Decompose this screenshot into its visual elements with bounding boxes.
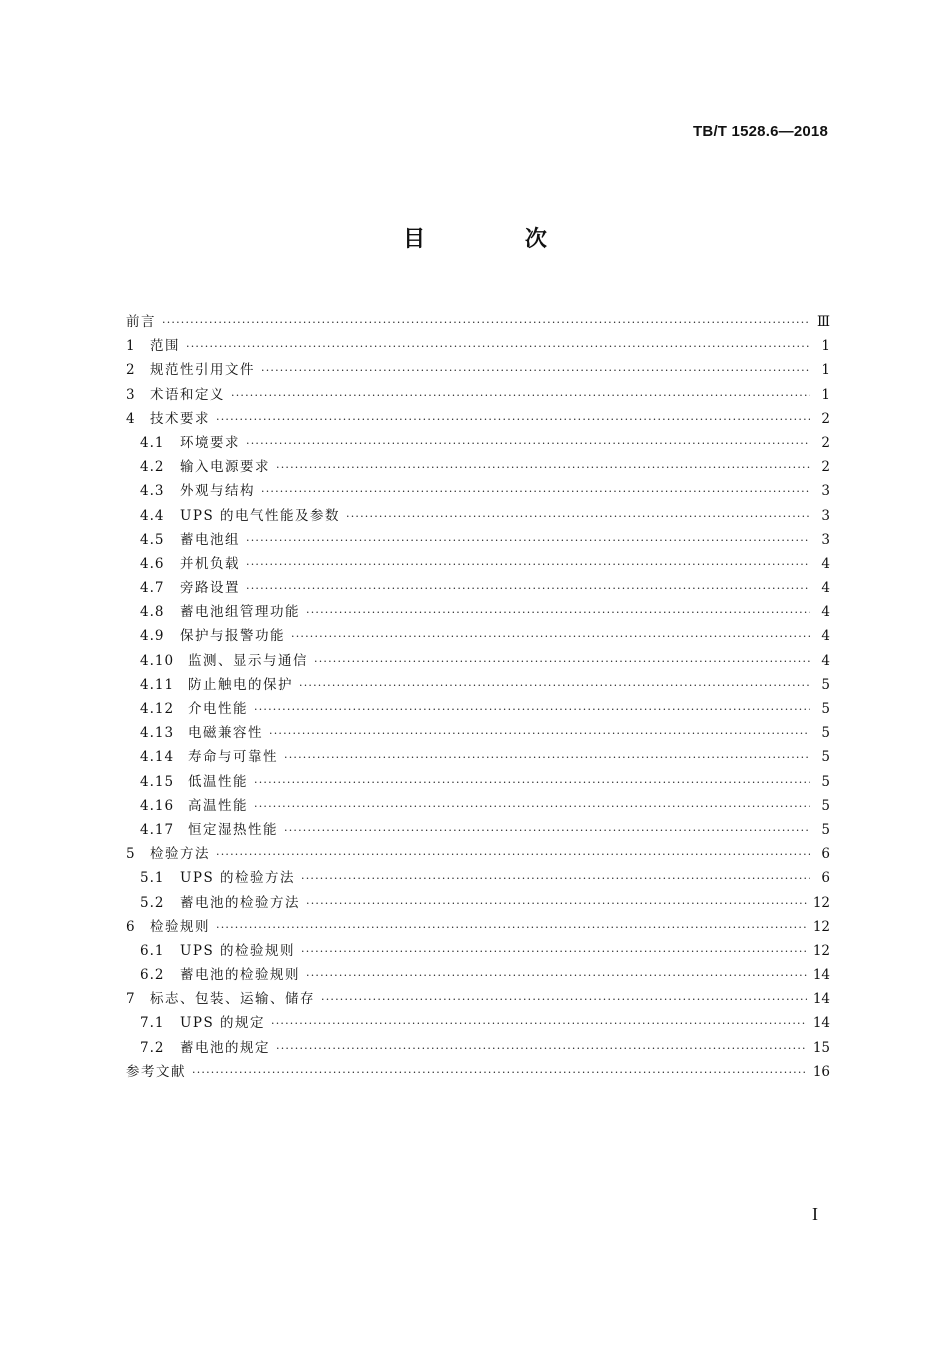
toc-entry[interactable]	[126, 1036, 830, 1060]
toc-entry-number: 4.3	[140, 483, 165, 500]
toc-entry-label: 介电性能	[188, 701, 248, 717]
toc-entry-page: 12	[812, 942, 830, 959]
toc-leader-dots	[216, 843, 810, 867]
toc-entry-label: UPS 的电气性能及参数	[180, 507, 341, 524]
toc-entry-page: 5	[821, 797, 830, 814]
toc-entry-label: 旁路设置	[180, 580, 240, 597]
toc-entry[interactable]	[126, 649, 830, 673]
toc-entry-page: 4	[821, 580, 830, 597]
toc-entry[interactable]	[126, 963, 830, 987]
toc-leader-dots	[276, 456, 810, 480]
toc-entry-label: 蓄电池的检验规则	[180, 967, 300, 984]
toc-entry-label: 监测、显示与通信	[188, 652, 308, 669]
toc-leader-dots	[254, 795, 810, 819]
toc-leader-dots	[254, 698, 810, 722]
toc-entry-label: 低温性能	[188, 773, 248, 790]
toc-entry-page: 2	[821, 459, 830, 476]
toc-leader-dots	[186, 335, 810, 359]
toc-entry[interactable]	[126, 383, 830, 407]
toc-entry-page: 6	[821, 870, 830, 887]
toc-entry-number: 6.1	[140, 942, 165, 959]
toc-entry-label: 恒定湿热性能	[188, 821, 278, 838]
toc-entry-page: 14	[812, 991, 830, 1008]
toc-entry[interactable]	[126, 310, 830, 334]
toc-entry[interactable]	[126, 939, 830, 963]
toc-leader-dots	[321, 988, 807, 1012]
toc-entry[interactable]	[126, 407, 830, 431]
toc-entry-number: 6	[126, 918, 136, 935]
toc-leader-dots	[299, 674, 810, 698]
toc-entry-label: 规范性引用文件	[150, 362, 255, 379]
toc-entry[interactable]	[126, 358, 830, 382]
toc-leader-dots	[269, 722, 810, 746]
toc-entry-label: 标志、包装、运输、储存	[150, 991, 315, 1008]
toc-entry-label: 蓄电池组	[180, 531, 240, 548]
toc-entry[interactable]	[126, 721, 830, 745]
toc-leader-dots	[314, 650, 810, 674]
toc-entry[interactable]	[126, 745, 830, 769]
toc-leader-dots	[246, 553, 810, 577]
toc-entry-number: 4.10	[140, 652, 175, 669]
toc-entry-number: 4.15	[140, 773, 175, 790]
toc-leader-dots	[284, 819, 810, 843]
toc-entry-number: 1	[126, 338, 136, 355]
toc-entry[interactable]	[126, 479, 830, 503]
toc-title: 目 次	[403, 227, 593, 252]
toc-entry-number: 5.2	[140, 894, 165, 911]
toc-entry-page: 4	[821, 652, 830, 669]
toc-entry[interactable]	[126, 794, 830, 818]
toc-entry-number: 7.2	[140, 1039, 165, 1056]
toc-entry-label: UPS 的检验规则	[180, 942, 296, 959]
toc-leader-dots	[306, 601, 810, 625]
toc-entry[interactable]	[126, 455, 830, 479]
toc-entry-page: 14	[812, 967, 830, 984]
toc-leader-dots	[246, 529, 810, 553]
toc-leader-dots	[271, 1012, 807, 1036]
toc-entry-page: 15	[812, 1039, 830, 1056]
toc-leader-dots	[301, 940, 807, 964]
toc-entry-number: 4	[126, 410, 136, 427]
toc-entry-page: 5	[821, 821, 830, 838]
toc-entry[interactable]	[126, 1060, 830, 1084]
toc-entry-page: 3	[821, 531, 830, 548]
toc-entry-number: 4.8	[140, 604, 165, 621]
toc-entry-page: 5	[821, 725, 830, 742]
toc-entry-number: 4.17	[140, 821, 175, 838]
toc-entry-page: 5	[821, 676, 830, 693]
toc-entry-label: 检验方法	[150, 846, 210, 863]
table-of-contents	[126, 310, 830, 1084]
toc-entry-label: 保护与报警功能	[180, 628, 285, 645]
toc-entry-page: 2	[821, 410, 830, 427]
toc-entry-page: 12	[812, 918, 830, 935]
toc-leader-dots	[276, 1037, 807, 1061]
toc-entry[interactable]	[126, 624, 830, 648]
toc-entry-page: 1	[821, 338, 830, 355]
toc-entry-number: 4.14	[140, 749, 175, 766]
toc-entry-label: 前言	[126, 314, 156, 330]
toc-entry[interactable]	[126, 1011, 830, 1035]
toc-leader-dots	[346, 505, 810, 529]
toc-leader-dots	[291, 625, 810, 649]
toc-entry[interactable]	[126, 600, 830, 624]
toc-entry-page: 5	[821, 749, 830, 766]
toc-entry-label: 术语和定义	[150, 386, 225, 403]
toc-entry-label: 检验规则	[150, 918, 210, 935]
toc-entry-page: 3	[821, 483, 830, 500]
toc-entry-page: 5	[821, 701, 830, 717]
toc-entry-number: 4.9	[140, 628, 165, 645]
toc-entry[interactable]	[126, 528, 830, 552]
toc-entry-label: 高温性能	[188, 797, 248, 814]
toc-entry[interactable]	[126, 334, 830, 358]
toc-entry-label: 蓄电池的规定	[180, 1039, 270, 1056]
toc-entry-number: 4.1	[140, 434, 165, 451]
toc-entry[interactable]	[126, 987, 830, 1011]
toc-leader-dots	[254, 771, 810, 795]
toc-entry[interactable]	[126, 576, 830, 600]
toc-entry-page: 2	[821, 434, 830, 451]
toc-entry-page: 6	[821, 846, 830, 863]
toc-entry-label: 蓄电池组管理功能	[180, 604, 300, 621]
toc-entry-label: 输入电源要求	[180, 459, 270, 476]
toc-entry[interactable]	[126, 673, 830, 697]
toc-entry-number: 2	[126, 362, 136, 379]
toc-entry[interactable]	[126, 697, 830, 721]
toc-entry-number: 7	[126, 991, 136, 1008]
toc-entry-number: 5.1	[140, 870, 165, 887]
toc-entry[interactable]	[126, 842, 830, 866]
toc-entry-label: 寿命与可靠性	[188, 749, 278, 766]
toc-entry[interactable]	[126, 504, 830, 528]
toc-entry-label: 环境要求	[180, 434, 240, 451]
toc-leader-dots	[246, 432, 810, 456]
toc-entry-number: 6.2	[140, 967, 165, 984]
toc-entry-number: 4.7	[140, 580, 165, 597]
toc-entry-page: 5	[821, 773, 830, 790]
toc-entry-label: UPS 的规定	[180, 1015, 266, 1032]
toc-leader-dots	[216, 408, 810, 432]
toc-entry-page: 14	[812, 1015, 830, 1032]
toc-entry-number: 4.11	[140, 676, 175, 693]
toc-leader-dots	[261, 359, 810, 383]
toc-entry-number: 5	[126, 846, 136, 863]
toc-entry-page: 1	[821, 362, 830, 379]
toc-entry[interactable]	[126, 770, 830, 794]
toc-entry-number: 4.13	[140, 725, 175, 742]
toc-entry-label: 电磁兼容性	[188, 725, 263, 742]
toc-entry-number: 4.12	[140, 701, 175, 717]
toc-leader-dots	[162, 311, 810, 335]
toc-leader-dots	[231, 384, 810, 408]
toc-entry[interactable]	[126, 431, 830, 455]
toc-entry[interactable]	[126, 866, 830, 890]
toc-entry[interactable]	[126, 915, 830, 939]
toc-leader-dots	[261, 480, 810, 504]
toc-entry-page: 4	[821, 555, 830, 572]
toc-leader-dots	[301, 867, 810, 891]
toc-leader-dots	[306, 964, 807, 988]
toc-entry-number: 4.16	[140, 797, 175, 814]
toc-entry-number: 4.6	[140, 555, 165, 572]
toc-leader-dots	[306, 892, 807, 916]
toc-entry-number: 4.4	[140, 507, 165, 524]
toc-entry[interactable]	[126, 891, 830, 915]
toc-entry-label: 蓄电池的检验方法	[180, 894, 300, 911]
toc-entry-page: 4	[821, 628, 830, 645]
standard-code: TB/T 1528.6—2018	[693, 123, 828, 140]
toc-entry-label: 参考文献	[126, 1063, 186, 1080]
page-number: I	[812, 1204, 818, 1224]
toc-entry-page: Ⅲ	[816, 314, 830, 330]
toc-entry-page: 16	[812, 1063, 830, 1080]
toc-entry-label: UPS 的检验方法	[180, 870, 296, 887]
toc-entry[interactable]	[126, 552, 830, 576]
toc-entry-label: 范围	[150, 338, 180, 355]
toc-entry-number: 3	[126, 386, 136, 403]
toc-entry[interactable]	[126, 818, 830, 842]
toc-leader-dots	[192, 1061, 807, 1085]
toc-entry-label: 技术要求	[150, 410, 210, 427]
toc-entry-number: 7.1	[140, 1015, 165, 1032]
toc-leader-dots	[284, 746, 810, 770]
toc-entry-number: 4.2	[140, 459, 165, 476]
toc-entry-label: 防止触电的保护	[188, 676, 293, 693]
toc-entry-label: 外观与结构	[180, 483, 255, 500]
toc-entry-number: 4.5	[140, 531, 165, 548]
toc-entry-page: 3	[821, 507, 830, 524]
toc-leader-dots	[216, 916, 807, 940]
toc-entry-label: 并机负载	[180, 555, 240, 572]
toc-entry-page: 1	[821, 386, 830, 403]
toc-entry-page: 12	[812, 894, 830, 911]
toc-leader-dots	[246, 577, 810, 601]
toc-entry-page: 4	[821, 604, 830, 621]
